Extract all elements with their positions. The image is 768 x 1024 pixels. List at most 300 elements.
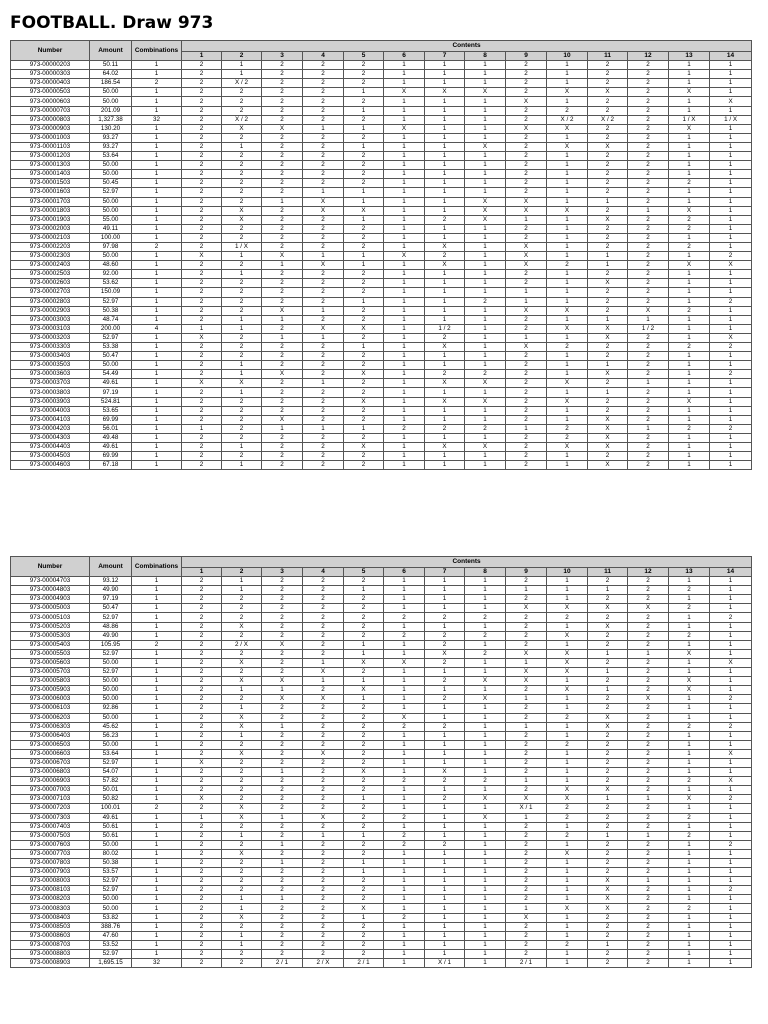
match-result-cell: 2 — [628, 631, 669, 640]
match-result-cell: 2 — [303, 849, 344, 858]
combinations-cell: 2 — [132, 804, 182, 813]
match-result-cell: X — [506, 913, 547, 922]
match-result-cell: 1 — [710, 352, 752, 361]
match-result-cell: 2 — [344, 406, 384, 415]
amount-cell: 53.52 — [90, 940, 132, 949]
match-result-cell: 1 — [588, 668, 628, 677]
match-result-cell: 1 — [710, 233, 752, 242]
match-result-cell: X — [710, 261, 752, 270]
match-result-cell: X — [465, 695, 506, 704]
match-result-cell: 1 — [344, 297, 384, 306]
combinations-cell: 1 — [132, 279, 182, 288]
match-result-cell: 1 — [710, 70, 752, 79]
match-result-cell: 1 — [710, 931, 752, 940]
match-result-cell: 2 — [588, 452, 628, 461]
match-result-cell: 2 — [710, 795, 752, 804]
match-result-cell: 2 — [669, 904, 710, 913]
match-result-cell: 2 — [182, 686, 222, 695]
match-result-cell: 2 — [303, 640, 344, 649]
match-result-cell: 1 — [547, 677, 588, 686]
match-result-cell: 1 — [588, 361, 628, 370]
match-result-cell: 2 — [425, 658, 465, 667]
match-result-cell: 2 — [506, 106, 547, 115]
match-result-cell: 1 — [344, 677, 384, 686]
match-result-cell: 2 — [344, 115, 384, 124]
match-result-cell: 1 — [425, 224, 465, 233]
match-result-cell: 2 — [506, 877, 547, 886]
match-result-cell: 2 — [182, 288, 222, 297]
amount-cell: 200.00 — [90, 324, 132, 333]
match-result-cell: 1 — [384, 849, 425, 858]
match-result-cell: 1 — [547, 170, 588, 179]
amount-cell: 49.61 — [90, 443, 132, 452]
match-result-cell: 2 — [506, 461, 547, 470]
match-result-cell: 2 — [303, 397, 344, 406]
match-result-cell: 1 — [547, 233, 588, 242]
match-result-cell: 1 — [384, 922, 425, 931]
match-result-cell: 1 — [710, 452, 752, 461]
match-result-cell: 2 — [182, 959, 222, 968]
header-match-8: 8 — [465, 568, 506, 577]
match-result-cell: 2 — [425, 677, 465, 686]
amount-cell: 48.74 — [90, 315, 132, 324]
header-match-10: 10 — [547, 52, 588, 61]
match-result-cell: 2 — [222, 649, 262, 658]
match-result-cell: 2 — [506, 886, 547, 895]
header-match-3: 3 — [262, 52, 303, 61]
ticket-number-cell: 973-00005303 — [11, 631, 90, 640]
match-result-cell: X — [344, 768, 384, 777]
combinations-cell: 1 — [132, 877, 182, 886]
ticket-number-cell: 973-00001803 — [11, 206, 90, 215]
match-result-cell: 1 — [425, 388, 465, 397]
table-row — [11, 904, 752, 913]
match-result-cell: 2 — [222, 786, 262, 795]
match-result-cell: 1 — [710, 415, 752, 424]
match-result-cell: 1 — [465, 133, 506, 142]
match-result-cell: 1 — [384, 97, 425, 106]
table-row — [11, 604, 752, 613]
combinations-cell: 1 — [132, 452, 182, 461]
match-result-cell: X — [588, 433, 628, 442]
match-result-cell: 2 — [506, 613, 547, 622]
match-result-cell: 2 — [222, 424, 262, 433]
table-row — [11, 849, 752, 858]
table-row — [11, 640, 752, 649]
match-result-cell: 1 — [710, 224, 752, 233]
ticket-number-cell: 973-00005003 — [11, 604, 90, 613]
match-result-cell: 2 — [669, 777, 710, 786]
match-result-cell: 1 — [425, 61, 465, 70]
match-result-cell: 2 — [182, 452, 222, 461]
match-result-cell: 2 — [182, 886, 222, 895]
table-body — [11, 577, 752, 968]
ticket-number-cell: 973-00001903 — [11, 215, 90, 224]
match-result-cell: 2 — [303, 895, 344, 904]
ticket-number-cell: 973-00007503 — [11, 831, 90, 840]
match-result-cell: 2 — [344, 713, 384, 722]
match-result-cell: 2 — [628, 804, 669, 813]
match-result-cell: 1 — [384, 361, 425, 370]
amount-cell: 100.01 — [90, 804, 132, 813]
match-result-cell: 1 — [547, 949, 588, 958]
match-result-cell: 1 — [710, 270, 752, 279]
match-result-cell: 2 — [222, 886, 262, 895]
match-result-cell: 2 — [628, 79, 669, 88]
table-row — [11, 188, 752, 197]
match-result-cell: 1 — [710, 324, 752, 333]
table-row — [11, 613, 752, 622]
match-result-cell: 1 — [669, 740, 710, 749]
ticket-number-cell: 973-00001103 — [11, 142, 90, 151]
ticket-number-cell: 973-00001503 — [11, 179, 90, 188]
match-result-cell: 2 — [222, 97, 262, 106]
match-result-cell: X — [465, 215, 506, 224]
header-match-6: 6 — [384, 52, 425, 61]
amount-cell: 69.99 — [90, 452, 132, 461]
match-result-cell: 1 — [465, 433, 506, 442]
match-result-cell: 2 — [506, 859, 547, 868]
match-result-cell: 2 — [588, 859, 628, 868]
match-result-cell: 2 — [588, 749, 628, 758]
match-result-cell: 2 — [222, 595, 262, 604]
match-result-cell: 2 — [262, 406, 303, 415]
match-result-cell: 2 — [506, 768, 547, 777]
match-result-cell: 1 — [384, 370, 425, 379]
match-result-cell: 2 — [303, 61, 344, 70]
match-result-cell: 1 — [710, 877, 752, 886]
match-result-cell: 2 — [628, 777, 669, 786]
table-row — [11, 822, 752, 831]
match-result-cell: X — [425, 379, 465, 388]
match-result-cell: 1 — [384, 795, 425, 804]
match-result-cell: 2 — [710, 840, 752, 849]
amount-cell: 67.18 — [90, 461, 132, 470]
match-result-cell: 2 — [628, 352, 669, 361]
match-result-cell: 1 — [344, 215, 384, 224]
match-result-cell: 1 — [465, 361, 506, 370]
match-result-cell: 1 — [669, 233, 710, 242]
match-result-cell: 1 — [425, 577, 465, 586]
match-result-cell: 2 — [262, 152, 303, 161]
match-result-cell: 1 — [669, 379, 710, 388]
ticket-number-cell: 973-00006003 — [11, 695, 90, 704]
match-result-cell: 2 — [588, 813, 628, 822]
match-result-cell: 1 — [222, 324, 262, 333]
match-result-cell: 1 — [465, 749, 506, 758]
match-result-cell: 1 — [547, 704, 588, 713]
match-result-cell: X — [588, 461, 628, 470]
match-result-cell: 2 — [182, 197, 222, 206]
match-result-cell: 2 — [506, 179, 547, 188]
combinations-cell: 1 — [132, 895, 182, 904]
match-result-cell: X — [669, 206, 710, 215]
table-row — [11, 197, 752, 206]
match-result-cell: 1 — [384, 233, 425, 242]
combinations-cell: 1 — [132, 133, 182, 142]
match-result-cell: 2 — [262, 242, 303, 251]
match-result-cell: 2 — [182, 224, 222, 233]
amount-cell: 186.54 — [90, 79, 132, 88]
header-amount: Amount — [90, 557, 132, 577]
match-result-cell: 2 — [425, 722, 465, 731]
match-result-cell: 2 — [222, 822, 262, 831]
match-result-cell: 2 — [588, 297, 628, 306]
match-result-cell: 2 — [344, 813, 384, 822]
match-result-cell: X — [506, 343, 547, 352]
match-result-cell: 1 — [303, 188, 344, 197]
match-result-cell: 2 — [344, 179, 384, 188]
match-result-cell: 1 — [669, 868, 710, 877]
match-result-cell: 1 — [425, 922, 465, 931]
match-result-cell: 2 — [628, 197, 669, 206]
match-result-cell: 2 — [262, 106, 303, 115]
match-result-cell: 2 — [303, 297, 344, 306]
match-result-cell: 2 — [425, 631, 465, 640]
match-result-cell: 2 — [588, 97, 628, 106]
match-result-cell: X — [506, 206, 547, 215]
match-result-cell: 2 — [182, 604, 222, 613]
match-result-cell: 2 — [182, 388, 222, 397]
match-result-cell: 2 — [506, 61, 547, 70]
match-result-cell: 2 — [506, 640, 547, 649]
match-result-cell: 1 — [710, 79, 752, 88]
combinations-cell: 1 — [132, 813, 182, 822]
match-result-cell: 1 — [669, 333, 710, 342]
match-result-cell: 1 — [425, 270, 465, 279]
match-result-cell: X — [425, 343, 465, 352]
match-result-cell: 1 — [465, 179, 506, 188]
match-result-cell: 1 — [710, 188, 752, 197]
match-result-cell: 1 — [710, 179, 752, 188]
match-result-cell: 1 — [465, 849, 506, 858]
match-result-cell: 2 — [344, 315, 384, 324]
match-result-cell: 2 — [222, 188, 262, 197]
match-result-cell: 2 — [384, 777, 425, 786]
ticket-number-cell: 973-00007603 — [11, 840, 90, 849]
match-result-cell: 1 — [710, 904, 752, 913]
combinations-cell: 1 — [132, 786, 182, 795]
match-result-cell: 2 — [344, 361, 384, 370]
match-result-cell: 1 — [547, 70, 588, 79]
table-row — [11, 795, 752, 804]
match-result-cell: 2 — [628, 922, 669, 931]
match-result-cell: 2 — [222, 868, 262, 877]
match-result-cell: 1 — [710, 895, 752, 904]
match-result-cell: 2 — [182, 270, 222, 279]
combinations-cell: 1 — [132, 768, 182, 777]
match-result-cell: 2 — [506, 279, 547, 288]
match-result-cell: 1 — [222, 61, 262, 70]
match-result-cell: 2 — [182, 406, 222, 415]
match-result-cell: 1 — [384, 461, 425, 470]
table-row — [11, 270, 752, 279]
match-result-cell: 2 — [344, 949, 384, 958]
match-result-cell: 2 — [222, 777, 262, 786]
match-result-cell: 1 — [506, 777, 547, 786]
match-result-cell: 1 — [547, 133, 588, 142]
match-result-cell: 1 — [669, 270, 710, 279]
match-result-cell: 1 — [588, 686, 628, 695]
match-result-cell: 1 — [262, 895, 303, 904]
match-result-cell: 1 — [384, 70, 425, 79]
match-result-cell: 1 — [669, 622, 710, 631]
table-row — [11, 324, 752, 333]
ticket-number-cell: 973-00005403 — [11, 640, 90, 649]
match-result-cell: 2 — [710, 722, 752, 731]
match-result-cell: X — [588, 415, 628, 424]
ticket-number-cell: 973-00008903 — [11, 959, 90, 968]
match-result-cell: 1 — [547, 270, 588, 279]
match-result-cell: 1 — [465, 188, 506, 197]
match-result-cell: 1 — [465, 949, 506, 958]
match-result-cell: X — [506, 668, 547, 677]
match-result-cell: 1 — [425, 877, 465, 886]
match-result-cell: X — [547, 604, 588, 613]
amount-cell: 1,695.15 — [90, 959, 132, 968]
combinations-cell: 1 — [132, 106, 182, 115]
match-result-cell: 2 — [303, 713, 344, 722]
ticket-number-cell: 973-00004003 — [11, 406, 90, 415]
match-result-cell: 2 — [588, 161, 628, 170]
match-result-cell: 1 — [384, 586, 425, 595]
match-result-cell: 1 — [384, 179, 425, 188]
match-result-cell: 2 — [425, 777, 465, 786]
match-result-cell: 2 — [628, 343, 669, 352]
match-result-cell: 1 — [669, 406, 710, 415]
match-result-cell: 2 — [182, 649, 222, 658]
match-result-cell: X — [425, 242, 465, 251]
match-result-cell: 1 — [384, 133, 425, 142]
match-result-cell: 1 — [547, 922, 588, 931]
match-result-cell: X — [628, 306, 669, 315]
header-match-1: 1 — [182, 568, 222, 577]
match-result-cell: 2 — [506, 115, 547, 124]
header-number: Number — [11, 557, 90, 577]
match-result-cell: 2 — [182, 731, 222, 740]
match-result-cell: 2 — [506, 713, 547, 722]
match-result-cell: 2 — [425, 613, 465, 622]
match-result-cell: 2 — [628, 586, 669, 595]
match-result-cell: 2 — [182, 443, 222, 452]
match-result-cell: 1 — [669, 840, 710, 849]
match-result-cell: 2 — [262, 758, 303, 767]
combinations-cell: 1 — [132, 297, 182, 306]
match-result-cell: 2 — [182, 904, 222, 913]
match-result-cell: 2 — [588, 406, 628, 415]
ticket-number-cell: 973-00004903 — [11, 595, 90, 604]
match-result-cell: 2 — [344, 886, 384, 895]
combinations-cell: 2 — [132, 640, 182, 649]
match-result-cell: 2 — [384, 722, 425, 731]
match-result-cell: 2 — [669, 604, 710, 613]
table-row — [11, 840, 752, 849]
match-result-cell: 1 — [425, 904, 465, 913]
table-row — [11, 206, 752, 215]
match-result-cell: 1 — [425, 604, 465, 613]
match-result-cell: 2 — [628, 406, 669, 415]
match-result-cell: 2 — [303, 686, 344, 695]
match-result-cell: 1 — [384, 695, 425, 704]
match-result-cell: X — [222, 622, 262, 631]
match-result-cell: 2 — [628, 904, 669, 913]
match-result-cell: 1 — [222, 370, 262, 379]
match-result-cell: 1 — [669, 161, 710, 170]
match-result-cell: X — [506, 306, 547, 315]
match-result-cell: 2 — [628, 740, 669, 749]
match-result-cell: 2 — [303, 840, 344, 849]
match-result-cell: 2 — [628, 686, 669, 695]
combinations-cell: 1 — [132, 913, 182, 922]
match-result-cell: X — [182, 795, 222, 804]
match-result-cell: X — [222, 206, 262, 215]
match-result-cell: 2 — [344, 822, 384, 831]
match-result-cell: 2 — [588, 758, 628, 767]
match-result-cell: 2 — [344, 279, 384, 288]
match-result-cell: 2 — [262, 831, 303, 840]
match-result-cell: 2 — [588, 613, 628, 622]
match-result-cell: X — [588, 142, 628, 151]
match-result-cell: X — [588, 886, 628, 895]
match-result-cell: 2 — [262, 324, 303, 333]
match-result-cell: 2 — [303, 922, 344, 931]
match-result-cell: 2 — [262, 88, 303, 97]
match-result-cell: 2 — [303, 577, 344, 586]
match-result-cell: 2 — [182, 768, 222, 777]
match-result-cell: X — [465, 813, 506, 822]
table-row — [11, 252, 752, 261]
match-result-cell: 2 — [506, 868, 547, 877]
ticket-number-cell: 973-00002903 — [11, 306, 90, 315]
match-result-cell: 2 — [303, 233, 344, 242]
match-result-cell: 2 — [182, 931, 222, 940]
amount-cell: 53.64 — [90, 749, 132, 758]
match-result-cell: 2 — [588, 79, 628, 88]
match-result-cell: 2 — [547, 813, 588, 822]
amount-cell: 55.00 — [90, 215, 132, 224]
match-result-cell: 2 — [303, 931, 344, 940]
match-result-cell: 2 — [628, 577, 669, 586]
match-result-cell: 1 — [425, 452, 465, 461]
match-result-cell: X — [303, 324, 344, 333]
amount-cell: 50.00 — [90, 904, 132, 913]
amount-cell: 50.00 — [90, 677, 132, 686]
ticket-number-cell: 973-00005703 — [11, 668, 90, 677]
match-result-cell: 1 — [384, 822, 425, 831]
match-result-cell: 1 — [344, 252, 384, 261]
match-result-cell: 2 — [588, 949, 628, 958]
match-result-cell: 1 — [506, 333, 547, 342]
match-result-cell: 2 — [303, 133, 344, 142]
match-result-cell: 1 — [547, 722, 588, 731]
match-result-cell: X — [465, 88, 506, 97]
combinations-cell: 1 — [132, 849, 182, 858]
match-result-cell: 1 — [384, 595, 425, 604]
ticket-number-cell: 973-00008703 — [11, 940, 90, 949]
combinations-cell: 1 — [132, 822, 182, 831]
table-row — [11, 777, 752, 786]
amount-cell: 92.00 — [90, 270, 132, 279]
match-result-cell: 1 — [547, 388, 588, 397]
match-result-cell: 2 — [628, 215, 669, 224]
match-result-cell: 1 — [384, 704, 425, 713]
match-result-cell: 1 — [547, 758, 588, 767]
combinations-cell: 1 — [132, 922, 182, 931]
match-result-cell: 2 — [669, 813, 710, 822]
match-result-cell: 2 — [506, 70, 547, 79]
table-row — [11, 831, 752, 840]
match-result-cell: 1 — [222, 686, 262, 695]
